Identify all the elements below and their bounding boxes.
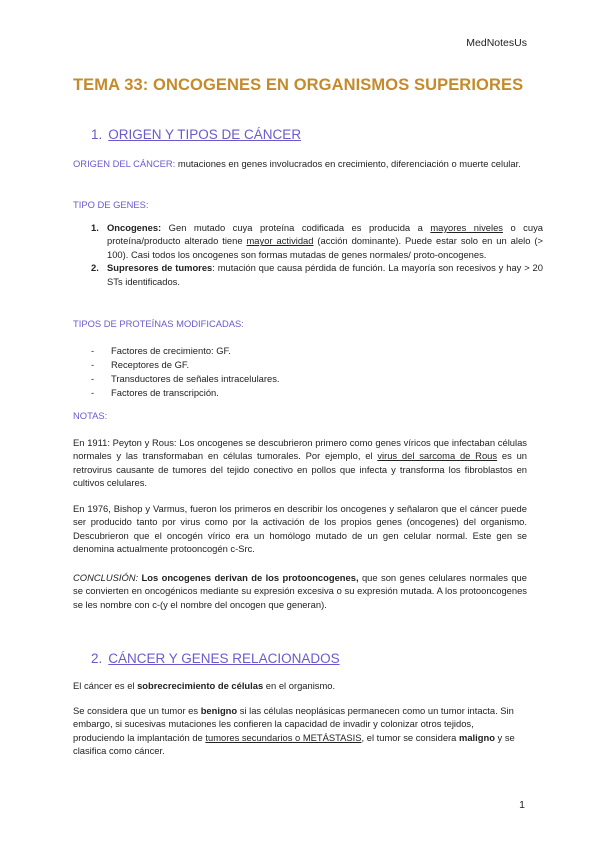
notas-paragraph-1: [73, 436, 527, 490]
list-item-text: Transductores de señales intracelulares.: [111, 373, 280, 384]
text-segment: (acción dominante). Puede estar solo en un alelo (> 100). Casi todos los oncogenes son formas mutadas de genes normales/ proto-oncogenes.: [107, 235, 543, 260]
section-2-paragraph-2: [73, 704, 527, 758]
term-supresores: Supresores de tumores: [107, 262, 213, 274]
section-2-paragraph-1: [73, 679, 527, 692]
list-item: [91, 261, 543, 288]
term-oncogenes: Oncogenes:: [107, 222, 162, 233]
page-number: 1: [519, 799, 525, 811]
text-segment: : mutación que causa pérdida de función. La mayoría son recesivos y hay > 20 STs identificados.: [107, 262, 543, 287]
notas-heading: NOTAS:: [73, 410, 108, 421]
tipo-genes-heading: TIPO DE GENES:: [73, 199, 149, 210]
text-segment: , el tumor se considera: [361, 731, 459, 743]
list-item-text: Factores de crecimiento: GF.: [111, 345, 231, 356]
origen-label: ORIGEN DEL CÁNCER:: [73, 158, 176, 169]
text-segment: es un retrovirus causante de tumores del tejido conectivo en pollos que infecta y transforma los fibroblastos en cultivos celulares.: [73, 450, 527, 489]
notas-paragraph-2: En 1976, Bishop y Varmus, fueron los primeros en describir los oncogenes y señalaron que el cáncer puede ser producido tanto por virus como por la activación de los propios genes (oncogenes) del organismo. Descubrieron que el oncogén vírico era un homólogo mutado de un gen celular normal. Este gen se denomina actualmente protooncogén c-Src.: [73, 503, 527, 555]
text-segment: El cáncer es el: [73, 680, 138, 691]
origen-text: mutaciones en genes involucrados en crecimiento, diferenciación o muerte celular.: [175, 158, 521, 169]
text-segment: que son genes celulares normales que se convierten en oncogénicos mediante su expresión excesiva o su expresión mutada. A los protooncogenes se les nombre con c-(y el nombre del oncogen que generan).: [73, 572, 527, 610]
list-number: 1.: [91, 222, 99, 233]
list-item-text: Factores de transcripción.: [111, 387, 219, 398]
list-number: 2.: [91, 262, 99, 274]
page-title: TEMA 33: ONCOGENES EN ORGANISMOS SUPERIORES: [73, 76, 524, 94]
text-segment: Se considera que un tumor es: [73, 705, 201, 716]
section-2-title: CÁNCER Y GENES RELACIONADOS: [108, 651, 340, 666]
dash-bullet: -: [91, 387, 95, 398]
underlined-mayor-actividad: mayor actividad: [246, 235, 314, 247]
list-item: [91, 386, 280, 400]
gene-types-list: [91, 221, 543, 288]
section-1-heading: [91, 127, 301, 142]
section-1-title: ORIGEN Y TIPOS DE CÁNCER: [108, 127, 302, 142]
underlined-metastasis: tumores secundarios o METÁSTASIS: [205, 731, 362, 743]
list-item: [91, 221, 543, 261]
conclusion-label: CONCLUSIÓN:: [73, 572, 139, 583]
brand-header: MedNotesUs: [466, 37, 527, 49]
list-item-text: Receptores de GF.: [111, 359, 190, 370]
conclusion-bold: Los oncogenes derivan de los protooncogenes,: [138, 572, 359, 583]
bold-sobrecrecimiento: sobrecrecimiento de células: [137, 680, 264, 691]
text-segment: y se clasifica como cáncer.: [73, 731, 515, 757]
text-segment: en el organismo.: [263, 680, 336, 691]
text-segment: si las células neoplásicas permanecen como un tumor intacta. Sin embargo, si sucesivas mutaciones les confieren la capacidad de invadir y colonizar otros tejidos, produciendo la implantación de: [73, 705, 514, 743]
conclusion-paragraph: [73, 571, 527, 611]
underlined-virus-sarcoma: virus del sarcoma de Rous: [377, 450, 498, 462]
underlined-mayores-niveles: mayores niveles: [430, 222, 503, 233]
protein-types-list: [91, 344, 280, 400]
bold-maligno: maligno: [458, 731, 495, 743]
text-segment: En 1911: Peyton y Rous: Los oncogenes se descubrieron primero como genes víricos que infectaban células normales y las transformaban en células tumorales. Por ejemplo, el: [73, 437, 527, 462]
bold-benigno: benigno: [200, 705, 238, 716]
origen-paragraph: [73, 157, 527, 170]
list-item: [91, 372, 280, 386]
text-segment: Gen mutado cuya proteína codificada es producida a: [161, 222, 431, 233]
section-1-number: 1.: [91, 127, 103, 142]
dash-bullet: -: [91, 345, 95, 356]
proteinas-heading: TIPOS DE PROTEÍNAS MODIFICADAS:: [73, 318, 244, 329]
list-item: [91, 358, 280, 372]
text-segment: o cuya proteína/producto alterado tiene: [107, 222, 543, 247]
dash-bullet: -: [91, 359, 95, 370]
dash-bullet: -: [91, 373, 95, 384]
section-2-number: 2.: [91, 651, 103, 666]
section-2-heading: [91, 651, 340, 666]
list-item: [91, 344, 280, 358]
